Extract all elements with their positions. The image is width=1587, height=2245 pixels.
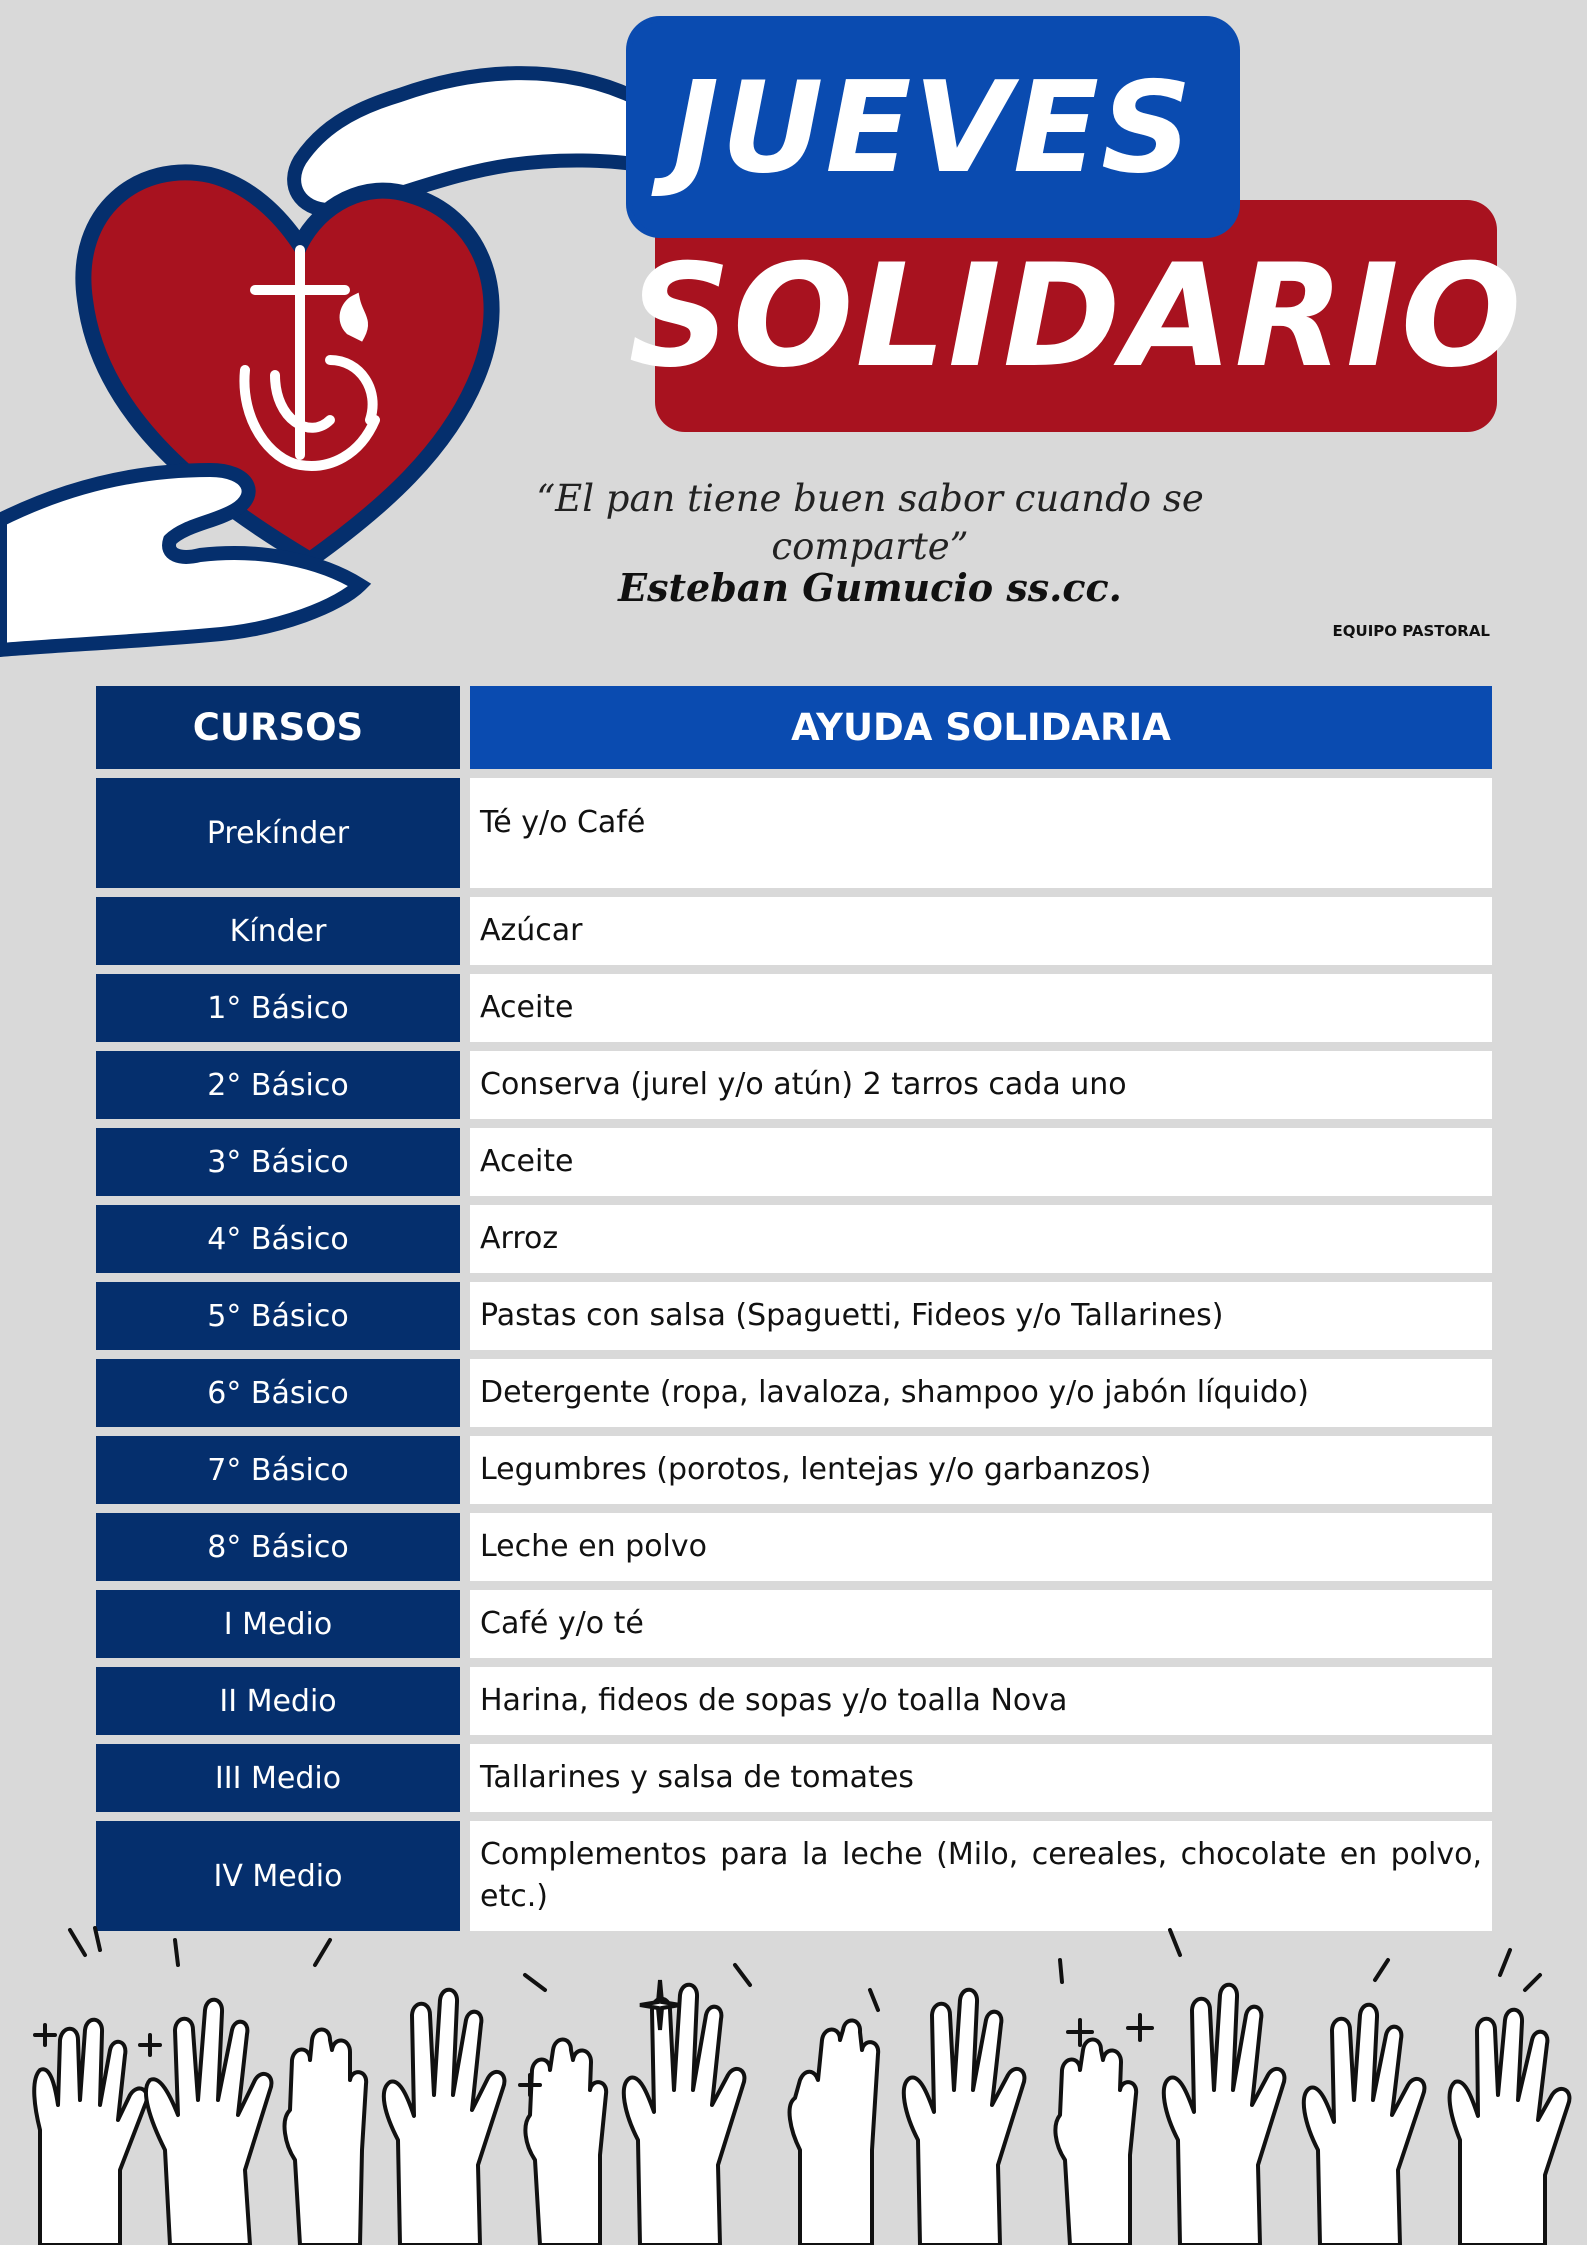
ayuda-cell: Complementos para la leche (Milo, cereales, chocolate en polvo, etc.) [470,1821,1492,1931]
hand-icon [34,2020,147,2245]
quote-author: Esteban Gumucio ss.cc. [618,565,1122,610]
table-row [96,897,1492,965]
star-icon [1128,2015,1152,2040]
table-row [96,1205,1492,1273]
hand-icon [790,2020,879,2245]
curso-cell: IV Medio [96,1821,460,1931]
hand-icon [1164,1985,1285,2245]
hand-icon [384,1990,505,2245]
hand-icon [1450,2010,1570,2245]
curso-cell: 7° Básico [96,1436,460,1504]
table-header [96,686,1492,769]
star-icon [35,2025,55,2045]
table-row [96,1513,1492,1581]
curso-cell: Prekínder [96,778,460,888]
raised-hands-illustration [0,1920,1587,2245]
ayuda-cell: Té y/o Café [470,778,1492,888]
hand-icon [525,2040,606,2245]
hand-icon [1304,2005,1425,2245]
table-row [96,1744,1492,1812]
ayuda-cell: Pastas con salsa (Spaguetti, Fideos y/o Tallarines) [470,1282,1492,1350]
curso-cell: 8° Básico [96,1513,460,1581]
ayuda-cell: Aceite [470,1128,1492,1196]
star-icon [140,2035,160,2055]
table-row [96,974,1492,1042]
curso-cell: III Medio [96,1744,460,1812]
table-row [96,1051,1492,1119]
table-row [96,1359,1492,1427]
ayuda-cell: Leche en polvo [470,1513,1492,1581]
table-row [96,1282,1492,1350]
table-row [96,1590,1492,1658]
title-solidario: SOLIDARIO [655,200,1497,432]
ayuda-cell: Café y/o té [470,1590,1492,1658]
curso-cell: 6° Básico [96,1359,460,1427]
hand-icon [624,1985,745,2245]
curso-cell: Kínder [96,897,460,965]
quote: “El pan tiene buen sabor cuando se comparte” [536,477,1204,568]
curso-cell: 2° Básico [96,1051,460,1119]
curso-cell: 3° Básico [96,1128,460,1196]
table-row [96,778,1492,888]
ayuda-cell: Legumbres (porotos, lentejas y/o garbanzos) [470,1436,1492,1504]
ayuda-cell: Azúcar [470,897,1492,965]
ayuda-cell: Conserva (jurel y/o atún) 2 tarros cada uno [470,1051,1492,1119]
hand-icon [904,1990,1025,2245]
curso-cell: I Medio [96,1590,460,1658]
solidarity-table [96,686,1492,1940]
ayuda-cell: Tallarines y salsa de tomates [470,1744,1492,1812]
hand-icon [146,2000,271,2245]
hand-icon [1055,2040,1136,2245]
curso-cell: II Medio [96,1667,460,1735]
ayuda-cell: Harina, fideos de sopas y/o toalla Nova [470,1667,1492,1735]
table-row [96,1821,1492,1931]
table-row [96,1667,1492,1735]
curso-cell: 1° Básico [96,974,460,1042]
table-row [96,1436,1492,1504]
header-cursos: CURSOS [96,686,460,769]
star-icon [640,1980,680,2030]
header-ayuda-solidaria: AYUDA SOLIDARIA [470,686,1492,769]
table-row [96,1128,1492,1196]
team-label: EQUIPO PASTORAL [1332,622,1490,640]
curso-cell: 5° Básico [96,1282,460,1350]
ayuda-cell: Detergente (ropa, lavaloza, shampoo y/o jabón líquido) [470,1359,1492,1427]
ayuda-cell: Aceite [470,974,1492,1042]
hand-icon [285,2030,367,2245]
ayuda-cell: Arroz [470,1205,1492,1273]
title-jueves: JUEVES [632,22,1234,232]
curso-cell: 4° Básico [96,1205,460,1273]
